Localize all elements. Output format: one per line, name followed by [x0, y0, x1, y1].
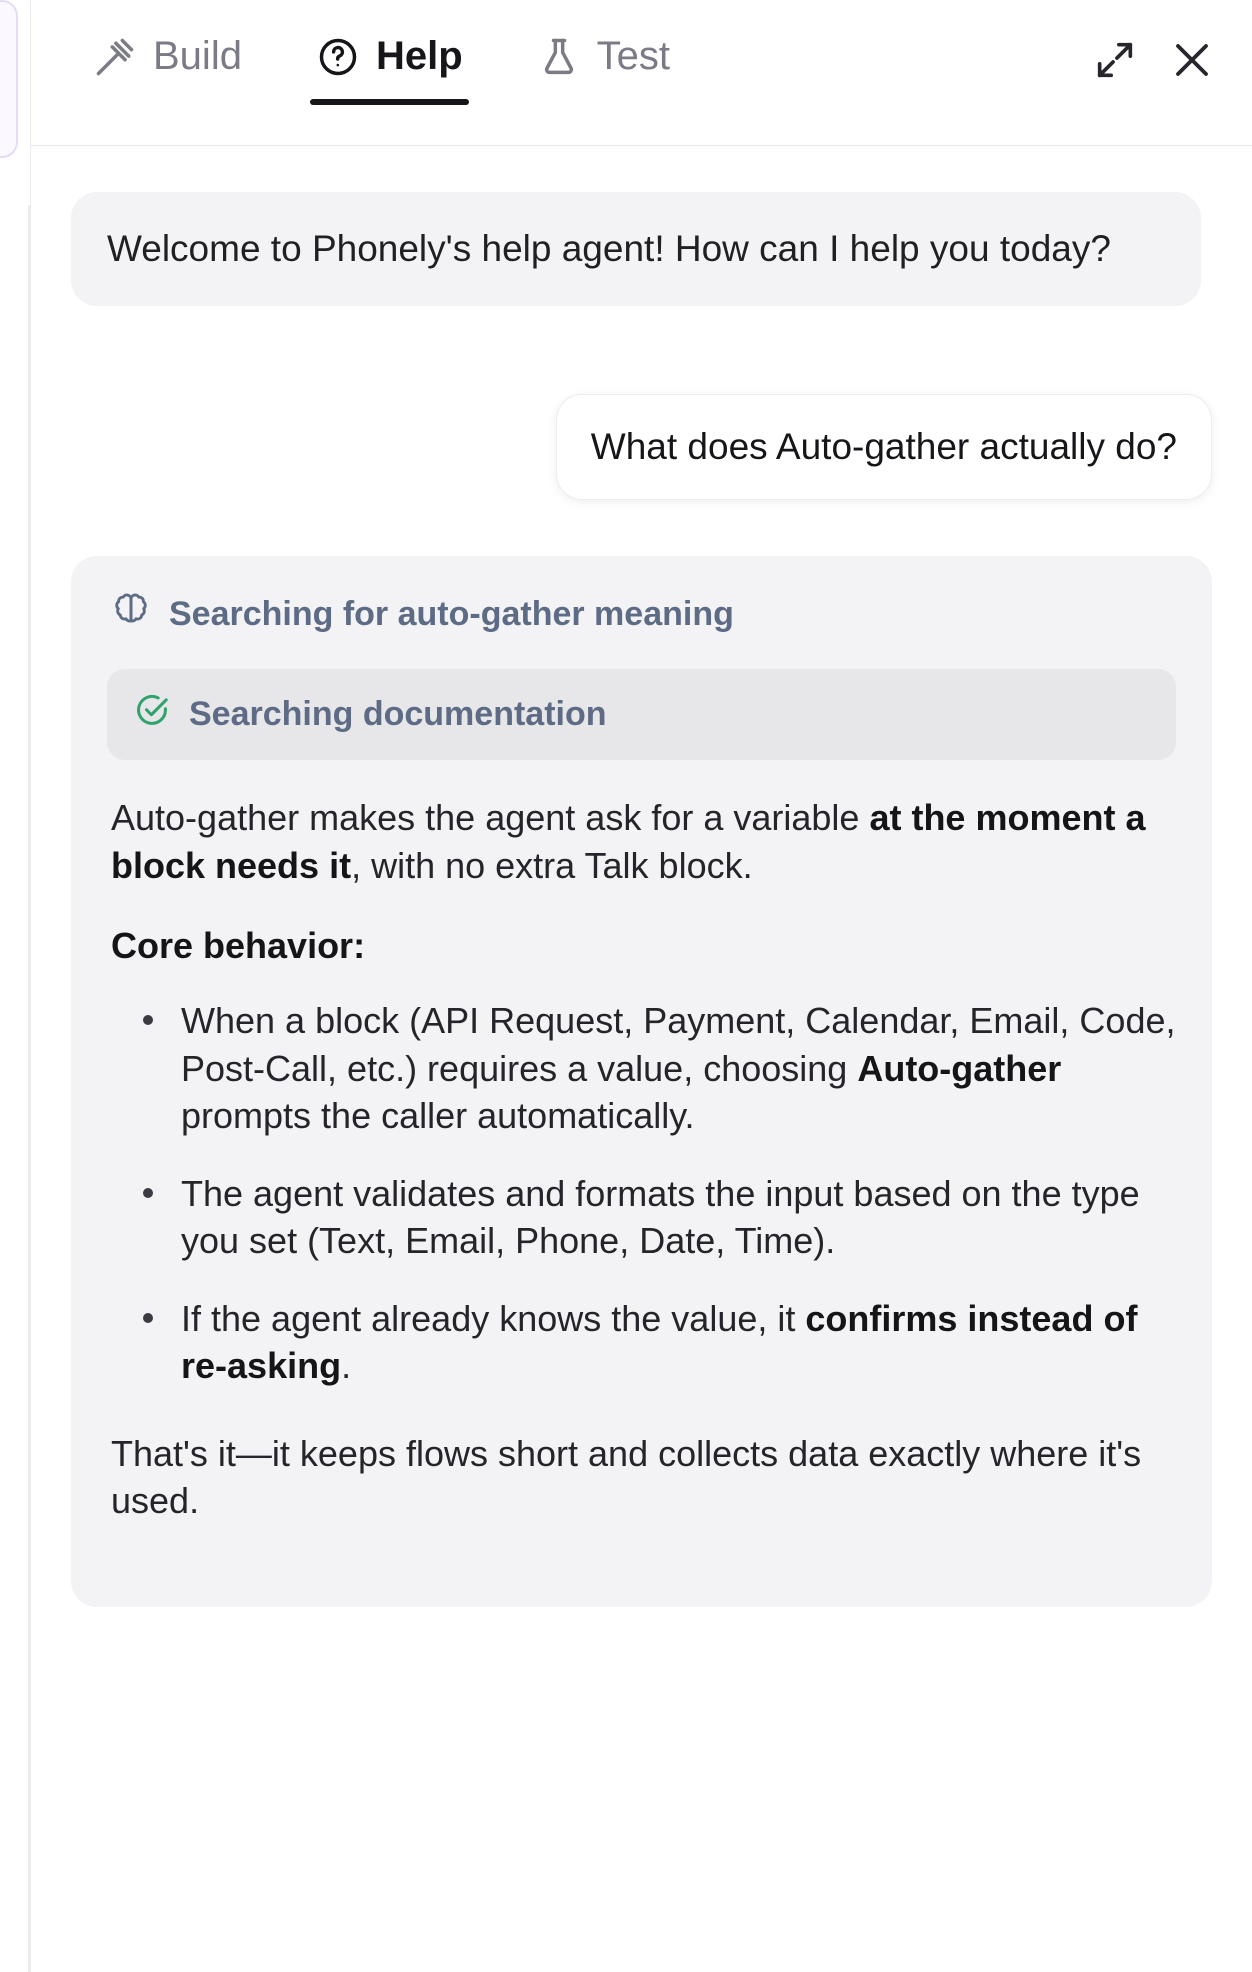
expand-diagonal-icon	[1092, 71, 1138, 86]
core-behavior-heading: Core behavior:	[111, 925, 366, 967]
brain-icon	[111, 590, 151, 639]
user-message-bubble	[556, 394, 1212, 500]
answer-closing: That's it—it keeps flows short and collects data exactly where it's used.	[111, 1432, 1142, 1522]
tab-list	[87, 24, 676, 105]
close-x-icon	[1168, 72, 1216, 87]
tool-status-label: Searching documentation	[189, 695, 607, 734]
help-panel	[30, 0, 1252, 1972]
help-circle-icon	[316, 35, 360, 79]
answer-summary-bold: at the moment a block needs it	[111, 797, 1146, 886]
tool-status-chip	[107, 669, 1176, 760]
user-message-row	[71, 394, 1212, 500]
build-hammer-icon	[93, 35, 137, 79]
tab-build-label: Build	[153, 34, 242, 78]
bullet-3-bold: confirms instead of re-asking	[181, 1297, 1138, 1387]
panel-tabbar	[31, 0, 1252, 146]
canvas-left-rail	[0, 0, 30, 1972]
flask-icon	[537, 35, 581, 79]
bullet-1-bold: Auto-gather	[857, 1047, 1062, 1089]
chat-transcript[interactable]	[31, 146, 1252, 1972]
assistant-answer-card	[71, 556, 1212, 1607]
canvas-node-sliver	[0, 0, 18, 158]
bullet-1-suffix: prompts the caller automatically.	[181, 1095, 695, 1137]
answer-summary-suffix: , with no extra Talk block.	[351, 844, 753, 886]
window-actions	[1092, 36, 1216, 84]
canvas-divider-line	[28, 205, 30, 1972]
thinking-status	[107, 590, 1176, 639]
list-item	[181, 1170, 1176, 1265]
bullet-3-suffix: .	[341, 1345, 352, 1387]
tab-help-label: Help	[375, 34, 463, 78]
tab-build[interactable]	[87, 24, 248, 105]
tab-test-label: Test	[596, 34, 670, 78]
bullet-3-prefix: If the agent already knows the value, it	[181, 1297, 806, 1339]
tab-help[interactable]	[310, 24, 469, 105]
thinking-label: Searching for auto-gather meaning	[169, 595, 734, 634]
assistant-greeting-text: Welcome to Phonely's help agent! How can I help you today?	[107, 228, 1111, 269]
user-message-text: What does Auto-gather actually do?	[590, 425, 1177, 467]
bullet-1-prefix: When a block (API Request, Payment, Calendar, Email, Code, Post-Call, etc.) requires a value, choosing	[181, 1000, 1176, 1089]
core-behavior-list	[107, 997, 1176, 1390]
answer-summary	[107, 794, 1176, 889]
assistant-greeting-bubble	[71, 192, 1201, 306]
list-item	[181, 1295, 1176, 1390]
tab-test[interactable]	[531, 24, 676, 105]
expand-button[interactable]	[1092, 37, 1138, 83]
bullet-2-prefix: The agent validates and formats the input based on the type you set (Text, Email, Phone, Date, Time).	[181, 1172, 1140, 1262]
answer-summary-prefix: Auto-gather makes the agent ask for a variable	[111, 797, 870, 839]
close-button[interactable]	[1168, 36, 1216, 84]
check-circle-icon	[133, 691, 171, 738]
list-item	[181, 997, 1176, 1140]
